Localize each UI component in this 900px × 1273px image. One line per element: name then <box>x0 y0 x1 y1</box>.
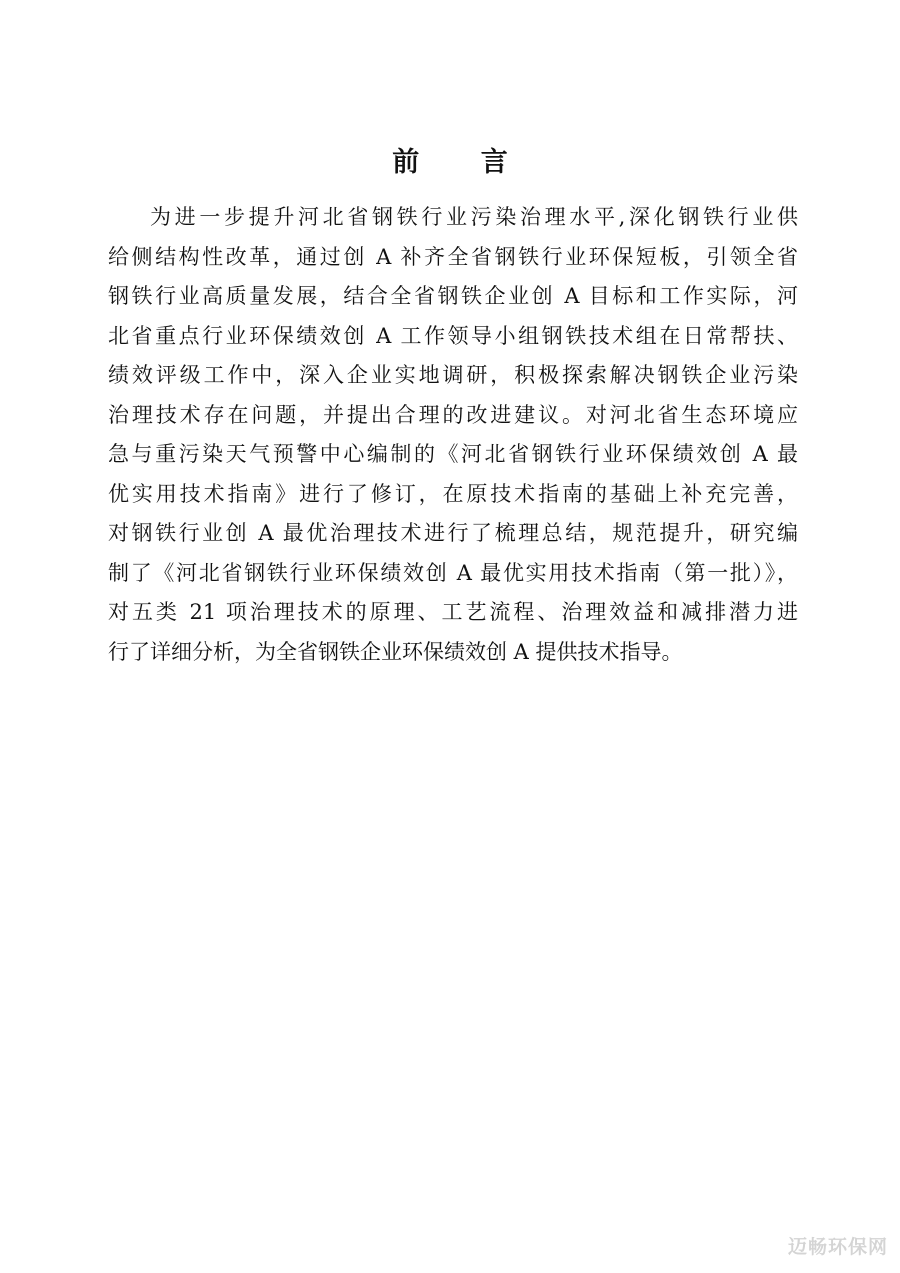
paragraph-line: 优实用技术指南》进行了修订，在原技术指南的基础上补充完善， <box>108 481 798 506</box>
paragraph-line: 急与重污染天气预警中心编制的《河北省钢铁行业环保绩效创 A 最 <box>108 442 798 466</box>
paragraph-line: 北省重点行业环保绩效创 A 工作领导小组钢铁技术组在日常帮扶、 <box>108 323 798 348</box>
paragraph-line: 行了详细分析，为全省钢铁企业环保绩效创 A 提供技术指导。 <box>108 639 683 664</box>
paragraph-line: 绩效评级工作中，深入企业实地调研，积极探索解决钢铁企业污染 <box>108 363 798 387</box>
paragraph-line: 为进一步提升河北省钢铁行业污染治理水平,深化钢铁行业供 <box>150 205 798 229</box>
paragraph-line: 钢铁行业高质量发展，结合全省钢铁企业创 A 目标和工作实际，河 <box>108 284 798 308</box>
watermark: 迈畅环保网 <box>787 1236 888 1258</box>
paragraph-line: 治理技术存在问题，并提出合理的改进建议。对河北省生态环境应 <box>108 402 798 427</box>
preface-paragraph <box>108 198 798 672</box>
paragraph-line: 对钢铁行业创 A 最优治理技术进行了梳理总结，规范提升，研究编 <box>108 521 798 545</box>
paragraph-line: 对五类 21 项治理技术的原理、工艺流程、治理效益和减排潜力进 <box>108 600 798 624</box>
paragraph-line: 制了《河北省钢铁行业环保绩效创 A 最优实用技术指南（第一批）》， <box>108 560 798 585</box>
page-title: 前 言 <box>392 147 534 178</box>
paragraph-line: 给侧结构性改革，通过创 A 补齐全省钢铁行业环保短板，引领全省 <box>108 244 798 269</box>
